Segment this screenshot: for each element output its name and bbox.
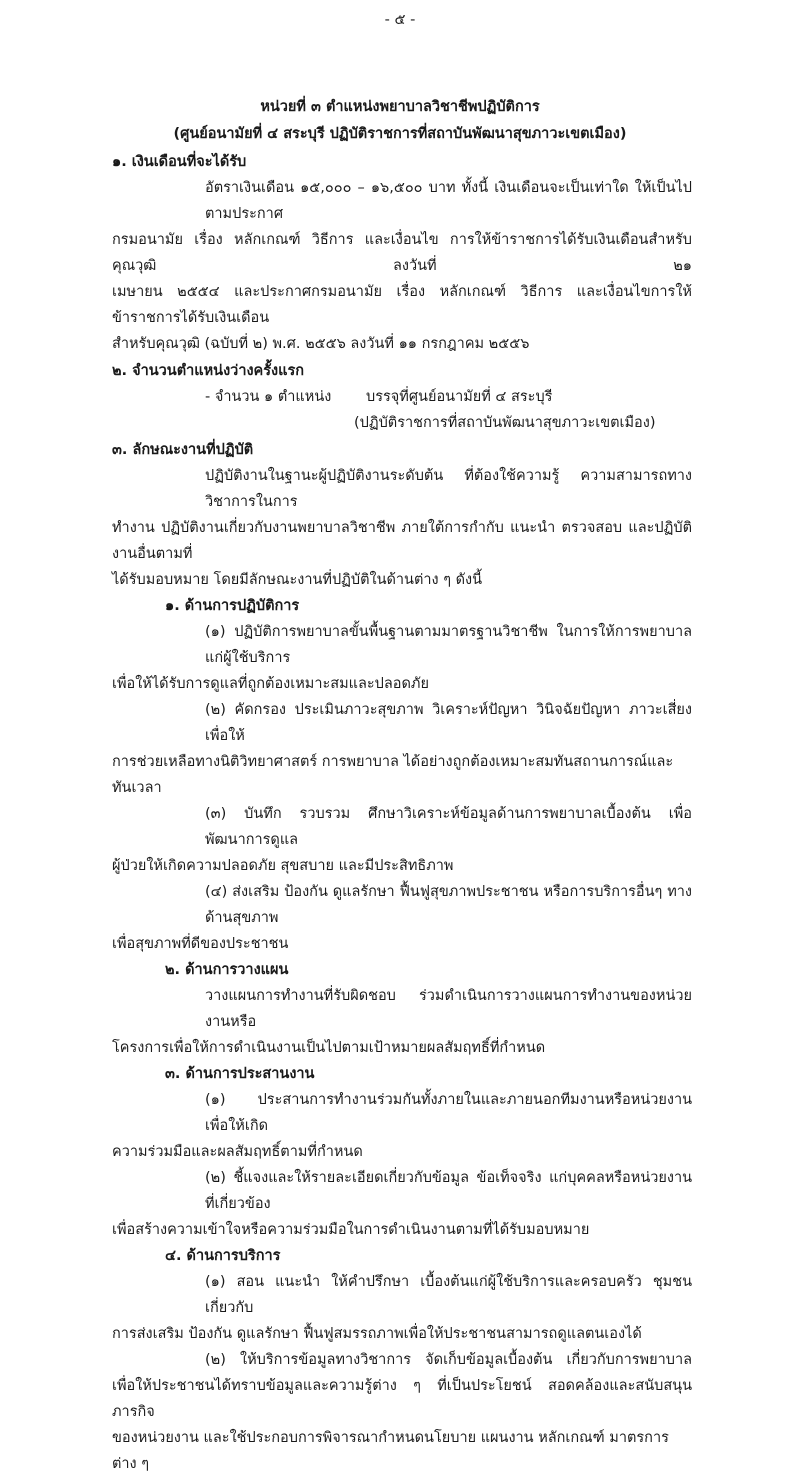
paragraph-line: เพื่อสร้างความเข้าใจหรือความร่วมมือในการดำเนินงานตามที่ได้รับมอบหมาย (112, 1222, 590, 1238)
subsection-heading: ๔. ด้านการบริการ (165, 1248, 281, 1264)
page-title: หน่วยที่ ๓ ตำแหน่งพยาบาลวิชาชีพปฏิบัติการ (260, 99, 540, 115)
section-heading: ๑. เงินเดือนที่จะได้รับ (112, 154, 247, 170)
paragraph-line: (๒) ให้บริการข้อมูลทางวิชาการ จัดเก็บข้อมูลเบื้องต้น เกี่ยวกับการพยาบาล (205, 1352, 692, 1368)
paragraph-line: การช่วยเหลือทางนิติวิทยาศาสตร์ การพยาบาล ได้อย่างถูกต้องเหมาะสมทันสถานการณ์และทันเวลา (112, 754, 674, 796)
page-subtitle: (ศูนย์อนามัยที่ ๔ สระบุรี ปฏิบัติราชการที่สถาบันพัฒนาสุขภาวะเขตเมือง) (173, 126, 627, 142)
paragraph-line: เพื่อให้ได้รับการดูแลที่ถูกต้องเหมาะสมและปลอดภัย (112, 676, 429, 692)
paragraph-line: (๑) สอน แนะนำ ให้คำปรึกษา เบื้องต้นแก่ผู้ใช้บริการและครอบครัว ชุมชน เกี่ยวกับ (205, 1274, 692, 1316)
paragraph-line: กรมอนามัย เรื่อง หลักเกณฑ์ วิธีการ และเงื่อนไข การให้ข้าราชการได้รับเงินเดือนสำหรับคุณวุฒิ ลงวันที่ ๒๑ (112, 232, 692, 274)
paragraph-line: (๑) ประสานการทำงานร่วมกันทั้งภายในและภายนอกทีมงานหรือหน่วยงาน เพื่อให้เกิด (205, 1092, 692, 1134)
subsection-heading: ๑. ด้านการปฏิบัติการ (165, 598, 300, 614)
section-heading: ๒. จำนวนตำแหน่งว่างครั้งแรก (112, 363, 305, 379)
paragraph-line: วางแผนการทำงานที่รับผิดชอบ ร่วมดำเนินการวางแผนการทำงานของหน่วยงานหรือ (205, 988, 692, 1030)
paragraph-line: ของหน่วยงาน และใช้ประกอบการพิจารณากำหนดนโยบาย แผนงาน หลักเกณฑ์ มาตรการต่าง ๆ (112, 1430, 669, 1472)
vacancy-location: บรรจุที่ศูนย์อนามัยที่ ๔ สระบุรี (366, 389, 553, 405)
paragraph-line: (๒) คัดกรอง ประเมินภาวะสุขภาพ วิเคราะห์ปัญหา วินิจฉัยปัญหา ภาวะเสี่ยง เพื่อให้ (205, 702, 692, 744)
paragraph-line: ความร่วมมือและผลสัมฤทธิ์ตามที่กำหนด (112, 1144, 363, 1160)
section-heading: ๓. ลักษณะงานที่ปฏิบัติ (112, 442, 254, 458)
paragraph-line: ได้รับมอบหมาย โดยมีลักษณะงานที่ปฏิบัติในด้านต่าง ๆ ดังนี้ (112, 572, 483, 588)
paragraph-line: (๔) ส่งเสริม ป้องกัน ดูแลรักษา ฟื้นฟูสุขภาพประชาชน หรือการบริการอื่นๆ ทางด้านสุขภาพ (205, 884, 692, 926)
paragraph-line: ปฏิบัติงานในฐานะผู้ปฏิบัติงานระดับต้น ที่ต้องใช้ความรู้ ความสามารถทางวิชาการในการ (205, 468, 692, 510)
paragraph-line: เพื่อให้ประชาชนได้ทราบข้อมูลและความรู้ต่าง ๆ ที่เป็นประโยชน์ สอดคล้องและสนับสนุนภารกิจ (112, 1378, 692, 1420)
subsection-heading: ๓. ด้านการประสานงาน (165, 1066, 315, 1082)
vacancy-row (0, 384, 800, 410)
paragraph-line: (๒) ชี้แจงและให้รายละเอียดเกี่ยวกับข้อมูล ข้อเท็จจริง แก่บุคคลหรือหน่วยงานที่เกี่ยวข้อง (205, 1170, 692, 1212)
vacancy-location: (ปฏิบัติราชการที่สถาบันพัฒนาสุขภาวะเขตเมือง) (354, 415, 656, 431)
paragraph-line: เพื่อสุขภาพที่ดีของประชาชน (112, 936, 289, 952)
paragraph-line: ทำงาน ปฏิบัติงานเกี่ยวกับงานพยาบาลวิชาชีพ ภายใต้การกำกับ แนะนำ ตรวจสอบ และปฏิบัติงานอื่นตามที่ (112, 520, 692, 562)
document-body (0, 94, 800, 1477)
paragraph-line: ผู้ป่วยให้เกิดความปลอดภัย สุขสบาย และมีประสิทธิภาพ (112, 858, 454, 874)
paragraph-line: เมษายน ๒๕๕๔ และประกาศกรมอนามัย เรื่อง หลักเกณฑ์ วิธีการ และเงื่อนไขการให้ข้าราชการได้รับเงินเดือน (112, 284, 692, 326)
page-number: - ๕ - (384, 12, 416, 28)
subsection-heading: ๒. ด้านการวางแผน (165, 962, 289, 978)
paragraph-line: การส่งเสริม ป้องกัน ดูแลรักษา ฟื้นฟูสมรรถภาพเพื่อให้ประชาชนสามารถดูแลตนเองได้ (112, 1326, 642, 1342)
vacancy-count: - จำนวน ๑ ตำแหน่ง (205, 389, 332, 405)
paragraph-line: สำหรับคุณวุฒิ (ฉบับที่ ๒) พ.ศ. ๒๕๕๖ ลงวันที่ ๑๑ กรกฎาคม ๒๕๕๖ (112, 336, 530, 352)
paragraph-line: อัตราเงินเดือน ๑๕,๐๐๐ – ๑๖,๕๐๐ บาท ทั้งนี้ เงินเดือนจะเป็นเท่าใด ให้เป็นไปตามประกาศ (205, 180, 692, 222)
document-lines (0, 149, 800, 1477)
paragraph-line: (๓) บันทึก รวบรวม ศึกษาวิเคราะห์ข้อมูลด้านการพยาบาลเบื้องต้น เพื่อพัฒนาการดูแล (205, 806, 692, 848)
paragraph-line: โครงการเพื่อให้การดำเนินงานเป็นไปตามเป้าหมายผลสัมฤทธิ์ที่กำหนด (112, 1040, 546, 1056)
paragraph-line: (๑) ปฏิบัติการพยาบาลขั้นพื้นฐานตามมาตรฐานวิชาชีพ ในการให้การพยาบาลแก่ผู้ใช้บริการ (205, 624, 692, 666)
